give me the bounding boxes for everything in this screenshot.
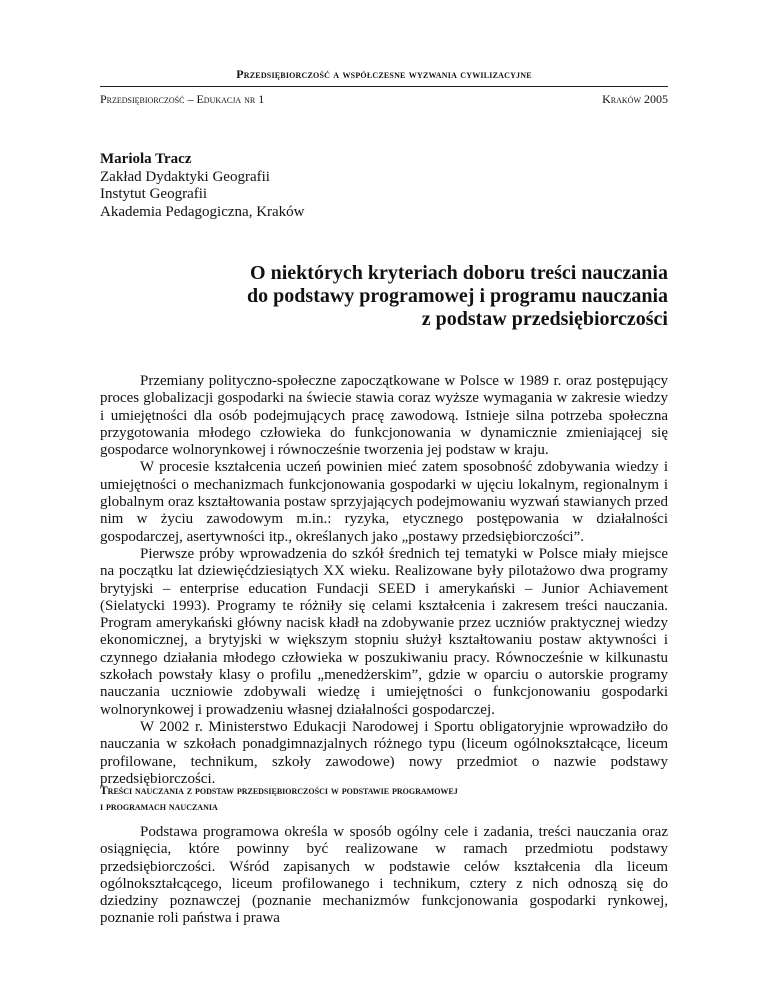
issue-label: Przedsiębiorczość – Edukacja nr 1 [100,92,265,106]
title-line: z podstaw przedsiębiorczości [421,308,668,330]
paragraph: W procesie kształcenia uczeń powinien mieć zatem sposobność zdobywania wiedzy i umiejętności o mechanizmach funkcjonowania gospodarki w ujęciu lokalnym, regionalnym i globalnym oraz kształtowania postaw sprzyjających podejmowaniu wyzwań stawianych przed nim w życiu zawodowym m.in.: ryzyka, etycznego postępowania w działalności gospodarczej, asertywności itp., określanych jako „postawy przedsiębiorczości”. [100,459,668,545]
title-line: O niektórych kryteriach doboru treści nauczania [250,262,668,284]
paragraph: W 2002 r. Ministerstwo Edukacji Narodowej i Sportu obligatoryjnie wprowadziło do nauczania w szkołach ponadgimnazjalnych różnego typu (liceum ogólnokształcące, liceum profilowane, technikum, szkoły zawodowe) nowy przedmiot o nazwie podstawy przedsiębiorczości. [100,718,668,787]
paragraph: Przemiany polityczno-społeczne zapoczątkowane w Polsce w 1989 r. oraz postępujący proces globalizacji gospodarki na świecie stawia coraz wyższe wymagania w zakresie wiedzy i umiejętności dla osób podejmujących pracę zawodową. Istnieje silna potrzeba społeczna przygotowania młodego człowieka do funkcjonowania w dynamicznie zmieniającej się gospodarce wolnorynkowej i równocześnie tworzenia jej podstaw w kraju. [100,373,668,459]
place-year: Kraków 2005 [602,92,668,106]
author-name: Mariola Tracz [100,151,192,167]
affiliation-line: Instytut Geografii [100,186,208,202]
paragraph: Podstawa programowa określa w sposób ogólny cele i zadania, treści nauczania oraz osiągnięcia, które powinny być realizowane w ramach przedmiotu podstawy przedsiębiorczości. Wśród zapisanych w podstawie celów kształcenia dla liceum ogólnokształcącego, liceum profilowanego i technikum, cztery z nich odnoszą się do dziedziny poznawczej (poznanie mechanizmów funkcjonowania gospodarki rynkowej, poznanie roli państwa i prawa [100,824,668,927]
body-text [100,373,668,788]
title-line: do podstawy programowej i programu nauczania [247,285,668,307]
section-heading-line: Treści nauczania z podstaw przedsiębiorczości w podstawie programowej [100,785,458,797]
affiliation-line: Akademia Pedagogiczna, Kraków [100,203,305,220]
header-rule [100,86,668,87]
series-title: Przedsiębiorczość a współczesne wyzwania cywilizacyjne [236,67,532,81]
article-title [128,262,668,331]
section-heading [100,783,668,815]
section-body [100,824,668,928]
author-block [100,151,305,221]
affiliation-line: Zakład Dydaktyki Geografii [100,168,270,185]
section-heading-line: i programach nauczania [100,801,218,813]
paragraph: Pierwsze próby wprowadzenia do szkół średnich tej tematyki w Polsce miały miejsce na początku lat dziewięćdziesiątych XX wieku. Realizowane były pilotażowo dwa programy brytyjski – enterprise education Fundacji SEED i amerykański – Junior Achiavement (Sielatycki 1993). Programy te różniły się celami kształcenia i zakresem treści nauczania. Program amerykański główny nacisk kładł na zdobywanie przez uczniów praktycznej wiedzy ekonomicznej, a brytyjski w większym stopniu służył kształtowaniu postaw aktywności i czynnego działania młodego człowieka w poszukiwaniu pracy. Równocześnie w kilkunastu szkołach powstały klasy o profilu „menedżerskim”, gdzie w oparciu o autorskie programy nauczania uczniowie zdobywali wiedzę i umiejętności o funkcjonowaniu gospodarki wolnorynkowej i prowadzeniu własnej działalności gospodarczej. [100,545,668,718]
